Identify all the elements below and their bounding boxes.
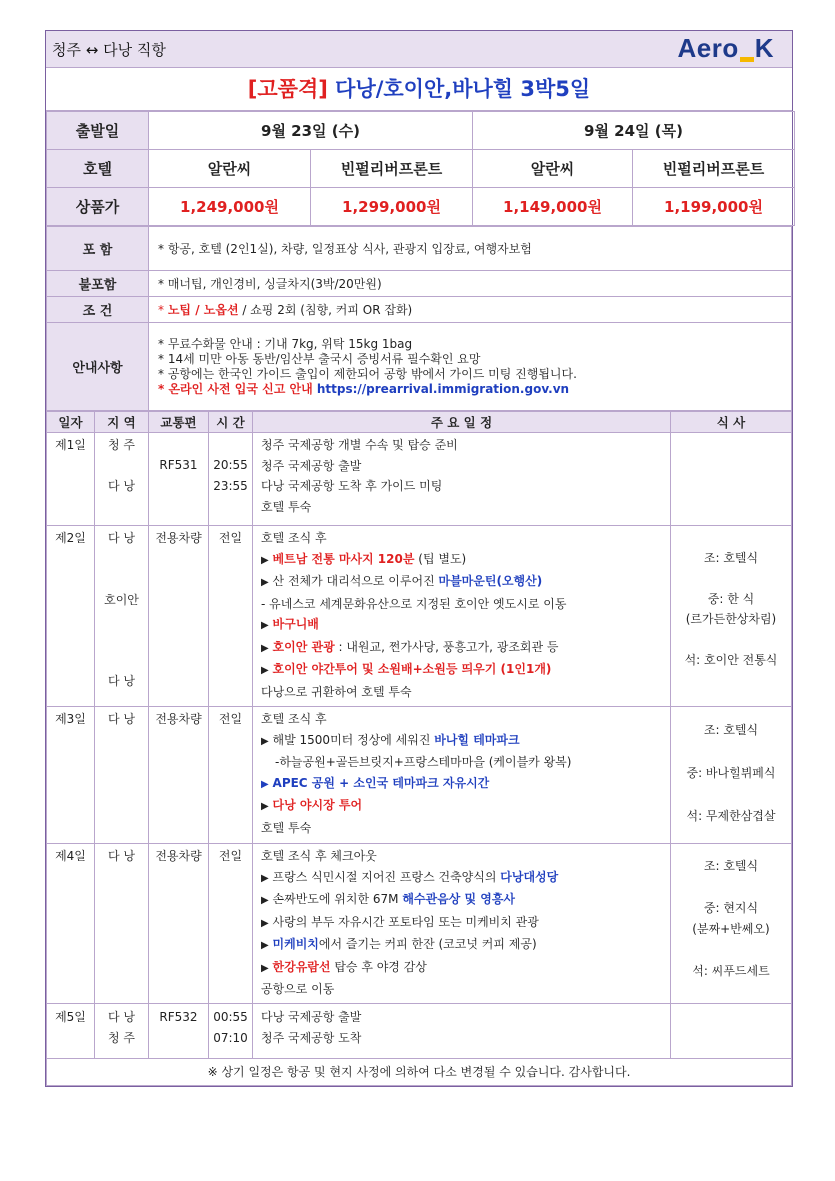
- meal-lunch: 중: 바나힐뷔페식: [686, 766, 776, 780]
- itinerary-line: 다낭 국제공항 도착 후 가이드 미팅: [261, 479, 443, 493]
- meal-breakfast: 조: 호텔식: [703, 723, 759, 737]
- bullet-icon: ▶: [261, 872, 269, 884]
- included-row: [47, 227, 792, 271]
- departure-row: [47, 112, 795, 150]
- col-day: 일자: [47, 412, 95, 433]
- departure-label: 출발일: [47, 112, 149, 150]
- line-pre: 산 전체가 대리석으로 이루어진: [272, 574, 439, 588]
- han-river-cruise-highlight: 한강유람선: [272, 959, 331, 974]
- conditions-text: [149, 297, 792, 323]
- price-row: [47, 188, 795, 226]
- notice-online-label: * 온라인 사전 입국 신고 안내: [158, 381, 317, 396]
- hotel-row: [47, 150, 795, 188]
- product-title: [46, 68, 792, 111]
- meal-breakfast: 조: 호텔식: [703, 859, 759, 873]
- included-label: 포 함: [47, 227, 149, 271]
- region-cell: 다 낭: [95, 844, 149, 1004]
- itinerary-line: [261, 795, 670, 818]
- bullet-icon: ▶: [261, 801, 269, 812]
- itinerary-line: 호텔 조식 후 체크아웃: [261, 849, 377, 863]
- hotel-name: 빈펄리버프론트: [633, 150, 795, 188]
- itinerary-line: -하늘공원+골든브릿지+프랑스테마마을 (케이블카 왕복): [275, 755, 572, 769]
- hoian-tour-highlight: 호이안 관광: [272, 639, 335, 654]
- time-cell: 전일: [209, 526, 253, 707]
- meal-lunch-detail: (분짜+반쎄오): [692, 922, 770, 936]
- region-name: 다 낭: [108, 478, 135, 493]
- itinerary-cell: [253, 1004, 671, 1059]
- price-value: 1,249,000원: [149, 188, 311, 226]
- itinerary-cell: [253, 707, 671, 844]
- itinerary-line: [261, 867, 670, 890]
- transport-cell: RF532: [149, 1004, 209, 1059]
- marble-mountain-highlight: 마블마운틴(오행산): [438, 574, 543, 588]
- apec-park-highlight: APEC 공원 + 소인국 테마파크 자유시간: [272, 775, 490, 790]
- hotel-name: 알란씨: [473, 150, 633, 188]
- itinerary-line: [261, 934, 670, 957]
- region-cell: 다 낭: [95, 707, 149, 844]
- price-value: 1,149,000원: [473, 188, 633, 226]
- itinerary-line: [261, 549, 670, 572]
- basket-boat-highlight: 바구니배: [272, 617, 319, 631]
- notice-label: 안내사항: [47, 323, 149, 411]
- line-rest: : 내원교, 쩐가사당, 풍흥고가, 광조회관 등: [334, 639, 559, 654]
- region-name: 다 낭: [108, 674, 135, 688]
- night-market-highlight: 다낭 야시장 투어: [272, 798, 363, 812]
- included-text: * 항공, 호텔 (2인1실), 차량, 일정표상 식사, 관광지 입장료, 여행자보험: [149, 227, 792, 271]
- bullet-icon: ▶: [261, 642, 269, 654]
- itinerary-sheet: [45, 30, 793, 1087]
- day-row-2: [47, 526, 792, 707]
- immigration-link[interactable]: https://prearrival.immigration.gov.vn: [316, 381, 570, 396]
- notice-row: [47, 323, 792, 411]
- bullet-icon: ▶: [261, 940, 269, 951]
- bullet-icon: ▶: [261, 577, 269, 588]
- col-time: 시 간: [209, 412, 253, 433]
- itinerary-line: 청주 국제공항 출발: [261, 458, 362, 473]
- col-transport: 교통편: [149, 412, 209, 433]
- itinerary-cell: [253, 844, 671, 1004]
- itinerary-line: [261, 957, 670, 980]
- no-tip-label: 노팁: [167, 303, 192, 317]
- title-tag: [고품격]: [247, 77, 328, 101]
- logo-dash: [740, 57, 754, 62]
- bana-hills-highlight: 바나힐 테마파크: [434, 732, 520, 747]
- time-cell: 전일: [209, 707, 253, 844]
- bullet-icon: ▶: [261, 665, 269, 676]
- itinerary-line: [261, 637, 670, 660]
- aerok-logo: [677, 33, 774, 64]
- lady-buddha-highlight: 해수관음상 및 영흥사: [402, 892, 516, 906]
- meal-cell: [671, 433, 792, 526]
- bullet-icon: ▶: [261, 962, 269, 974]
- day-row-4: [47, 844, 792, 1004]
- itinerary-line: 호텔 조식 후: [261, 531, 327, 545]
- massage-highlight: 베트남 전통 마사지 120분: [272, 551, 415, 566]
- notice-line: * 14세 미만 아동 동반/임산부 출국시 증빙서류 필수확인 요망: [158, 351, 481, 366]
- bullet-icon: ▶: [261, 778, 269, 790]
- terms-table: [46, 226, 792, 411]
- region-name: 다 낭: [108, 531, 135, 545]
- header-bar: [46, 31, 792, 68]
- bullet-icon: ▶: [261, 735, 269, 747]
- line-rest: (팁 별도): [414, 551, 467, 566]
- cathedral-highlight: 다낭대성당: [500, 869, 559, 884]
- meal-lunch-detail: (르가든한상차림): [685, 612, 777, 626]
- route-label: 청주 ↔ 다낭 직항: [52, 41, 166, 59]
- col-itinerary: 주 요 일 정: [253, 412, 671, 433]
- transport-cell: 전용차량: [149, 844, 209, 1004]
- itinerary-line: 호텔 조식 후: [261, 712, 327, 726]
- bullet-icon: ▶: [261, 895, 269, 906]
- day-label: 제4일: [47, 844, 95, 1004]
- no-option-label: 노옵션: [203, 303, 239, 317]
- hotel-name: 알란씨: [149, 150, 311, 188]
- itinerary-line: [261, 773, 670, 796]
- conditions-label: 조 건: [47, 297, 149, 323]
- day-row-3: [47, 707, 792, 844]
- conditions-rest: / 쇼핑 2회 (침향, 커피 OR 잡화): [238, 303, 413, 317]
- day-row-5: [47, 1004, 792, 1059]
- notice-line: * 공항에는 한국인 가이드 출입이 제한되어 공항 밖에서 가이드 미팅 진행됩니다.: [158, 366, 577, 381]
- bullet-icon: ▶: [261, 620, 269, 631]
- itinerary-line: [261, 912, 670, 935]
- itinerary-line: 다낭 국제공항 출발: [261, 1010, 362, 1024]
- line-pre: 프랑스 식민시절 지어진 프랑스 건축양식의: [272, 869, 501, 884]
- meal-cell: [671, 844, 792, 1004]
- conditions-slash: /: [191, 303, 204, 317]
- itinerary-line: 호텔 투숙: [261, 820, 312, 835]
- day-label: 제2일: [47, 526, 95, 707]
- meal-lunch: 중: 한 식: [707, 591, 755, 606]
- itinerary-line: 호텔 투숙: [261, 499, 312, 514]
- footer-row: [47, 1059, 792, 1086]
- notice-text: [149, 323, 792, 411]
- transport-cell: 전용차량: [149, 526, 209, 707]
- itinerary-line: 청주 국제공항 개별 수속 및 탑승 준비: [261, 438, 458, 452]
- excluded-text: * 매너팁, 개인경비, 싱글차지(3박/20만원): [149, 271, 792, 297]
- schedule-table: [46, 411, 792, 1086]
- price-label: 상품가: [47, 188, 149, 226]
- itinerary-line: [261, 614, 670, 637]
- conditions-row: [47, 297, 792, 323]
- line-rest: 탑승 후 야경 감상: [330, 959, 427, 974]
- time-cell: [209, 1004, 253, 1059]
- departure-date-2: 9월 24일 (목): [473, 112, 795, 150]
- line-text: 사랑의 부두 자유시간 포토타임 또는 미케비치 관광: [272, 914, 539, 929]
- time-value: 00:55: [213, 1010, 248, 1024]
- meal-cell: [671, 526, 792, 707]
- footer-note: ※ 상기 일정은 항공 및 현지 사정에 의하여 다소 변경될 수 있습니다. 감사합니다.: [47, 1059, 792, 1086]
- night-tour-highlight: 호이안 야간투어 및 소원배+소원등 띄우기 (1인1개): [272, 662, 552, 676]
- notice-line: * 무료수화물 안내 : 기내 7kg, 위탁 15kg 1bag: [158, 336, 413, 351]
- day-label: 제5일: [47, 1004, 95, 1059]
- transport-cell: 전용차량: [149, 707, 209, 844]
- meal-dinner: 석: 씨푸드세트: [692, 964, 770, 978]
- price-value: 1,299,000원: [311, 188, 473, 226]
- time-cell: 전일: [209, 844, 253, 1004]
- time-value: 20:55: [213, 458, 248, 472]
- excluded-label: 불포함: [47, 271, 149, 297]
- transport-cell: RF531: [149, 433, 209, 526]
- departure-date-1: 9월 23일 (수): [149, 112, 473, 150]
- region-cell: [95, 1004, 149, 1059]
- region-name: 호이안: [104, 592, 139, 607]
- region-name: 청 주: [108, 438, 135, 452]
- day-label: 제1일: [47, 433, 95, 526]
- day-label: 제3일: [47, 707, 95, 844]
- col-meal: 식 사: [671, 412, 792, 433]
- itinerary-line: 청주 국제공항 도착: [261, 1030, 362, 1045]
- meal-dinner: 석: 무제한삼겹살: [686, 809, 776, 823]
- time-value: 23:55: [213, 478, 248, 493]
- col-region: 지 역: [95, 412, 149, 433]
- line-rest: 에서 즐기는 커피 한잔 (코코넛 커피 제공): [318, 937, 537, 951]
- bullet-icon: ▶: [261, 917, 269, 929]
- time-cell: [209, 433, 253, 526]
- day-row-1: [47, 433, 792, 526]
- region-name: 청 주: [108, 1030, 135, 1045]
- hotel-name: 빈펄리버프론트: [311, 150, 473, 188]
- itinerary-line: [261, 889, 670, 912]
- meal-breakfast: 조: 호텔식: [703, 551, 759, 565]
- itinerary-cell: [253, 526, 671, 707]
- time-value: 07:10: [213, 1030, 248, 1045]
- itinerary-line: [261, 730, 670, 753]
- region-name: 다 낭: [108, 1010, 135, 1024]
- meal-cell: [671, 1004, 792, 1059]
- bullet-icon: ▶: [261, 554, 269, 566]
- itinerary-line: [261, 571, 670, 594]
- meal-lunch: 중: 현지식: [703, 901, 759, 915]
- line-pre: 해발 1500미터 정상에 세워진: [272, 732, 435, 747]
- conditions-prefix: *: [158, 303, 168, 317]
- schedule-header: [47, 412, 792, 433]
- itinerary-line: 공항으로 이동: [261, 982, 335, 996]
- notice-online-line: [158, 382, 791, 397]
- title-text: 다낭/호이안,바나힐 3박5일: [327, 77, 591, 101]
- itinerary-line: - 유네스코 세계문화유산으로 지정된 호이안 옛도시로 이동: [261, 596, 567, 611]
- logo-text-left: Aero: [677, 33, 739, 63]
- line-pre: 손짜반도에 위치한 67M: [272, 892, 403, 906]
- meal-cell: [671, 707, 792, 844]
- excluded-row: [47, 271, 792, 297]
- region-cell: [95, 433, 149, 526]
- itinerary-cell: [253, 433, 671, 526]
- region-cell: [95, 526, 149, 707]
- logo-text-right: K: [754, 33, 774, 63]
- price-value: 1,199,000원: [633, 188, 795, 226]
- my-khe-highlight: 미케비치: [272, 937, 319, 951]
- itinerary-line: 다낭으로 귀환하여 호텔 투숙: [261, 684, 412, 699]
- meal-dinner: 석: 호이안 전통식: [684, 652, 778, 667]
- hotel-label: 호텔: [47, 150, 149, 188]
- price-table: [46, 111, 795, 226]
- itinerary-line: [261, 659, 670, 682]
